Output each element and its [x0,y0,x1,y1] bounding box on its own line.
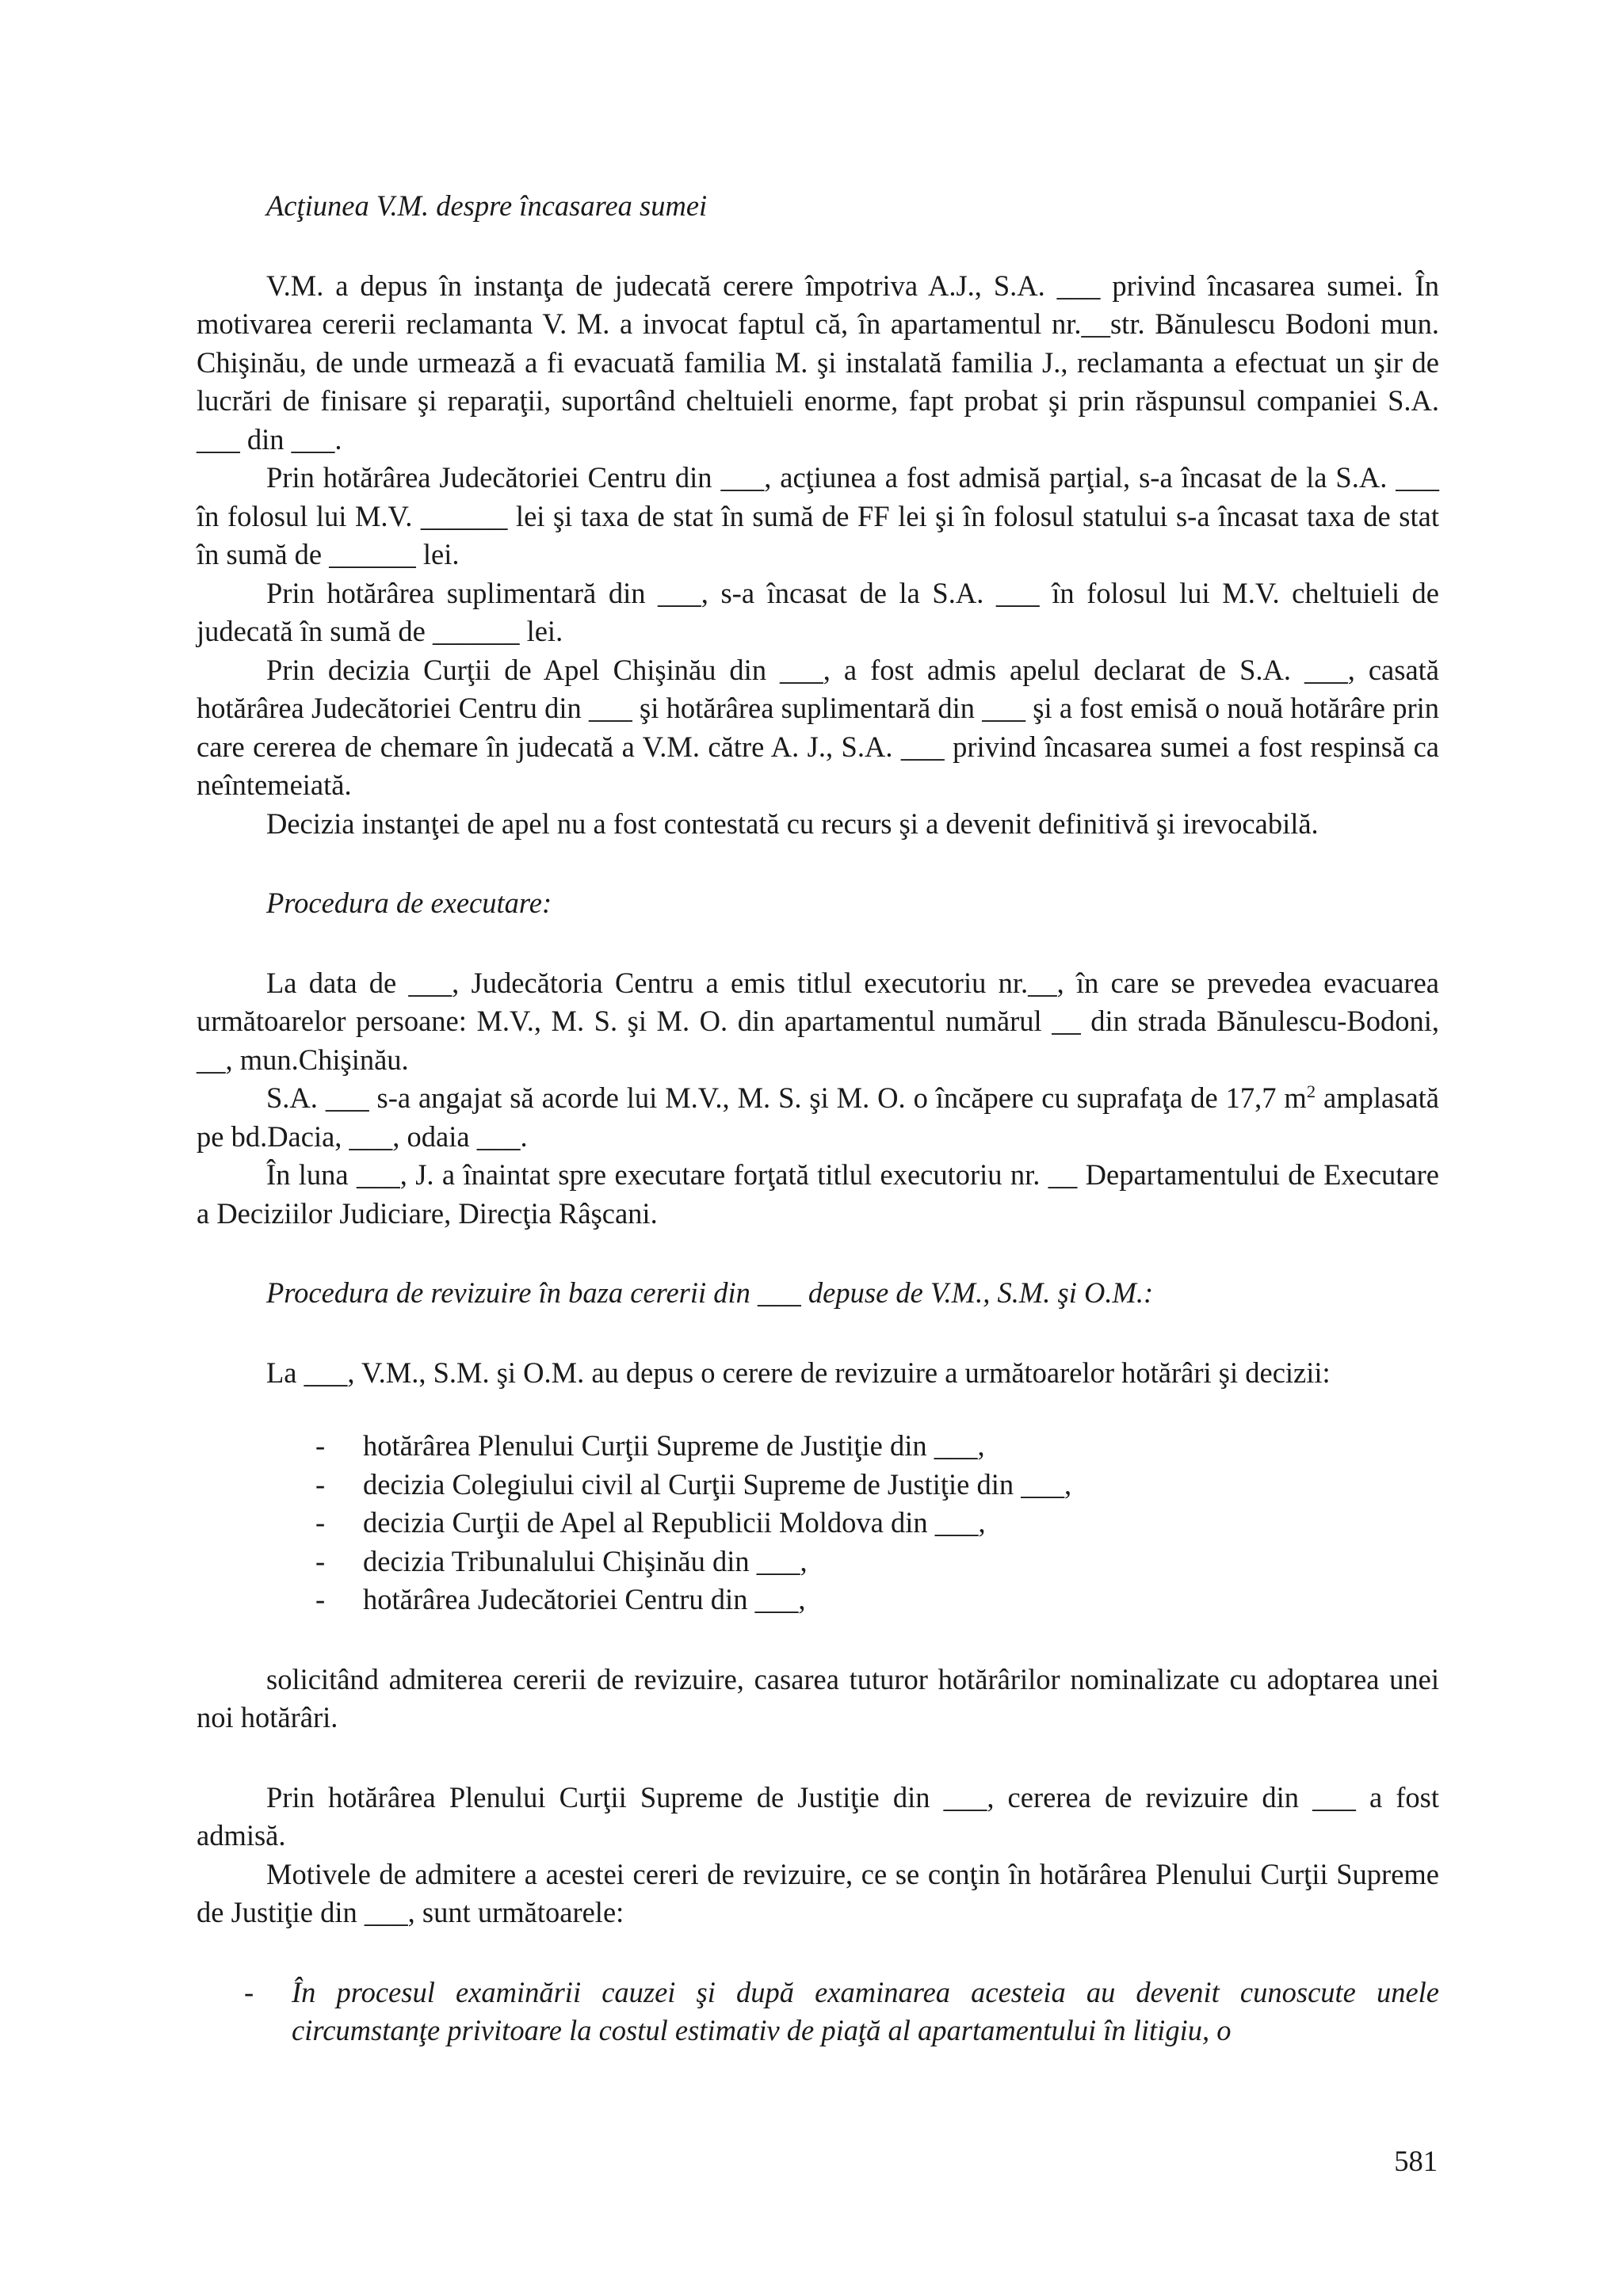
italic-list-item: - În procesul examinării cauzei şi după examinarea acesteia au devenit cunoscute unele circumstanţe privitoare la costul estimativ de piaţă al apartamentului în litigiu, o [244,1975,1439,2046]
paragraph: V.M. a depus în instanţa de judecată cerere împotriva A.J., S.A. ___ privind încasarea sumei. În motivarea cererii reclamanta V. M. a invocat faptul că, în apartamentul nr.__str. Bănulescu Bodoni mun. Chişinău, de unde urmează a fi evacuată familia M. şi instalată familia J., reclamanta a efectuat un şir de lucrări de finisare şi reparaţii, suportând cheltuieli enorme, fapt probat şi prin răspunsul companiei S.A. ___ din ___. [197,269,1439,456]
section-title-action: Acţiunea V.M. despre încasarea sumei [266,189,708,222]
section-title-execution: Procedura de executare: [266,887,552,919]
document-body [197,187,1439,2050]
paragraph: Prin hotărârea Judecătoriei Centru din ___, acţiunea a fost admisă parţial, s-a încasat de la S.A. ___ în folosul lui M.V. ______ lei şi taxa de stat în sumă de FF lei şi în folosul statului s-a încasat taxa de stat în sumă de ______ lei. [197,461,1439,570]
paragraph: La data de ___, Judecătoria Centru a emis titlul executoriu nr.__, în care se prevedea evacuarea următoarelor persoane: M.V., M. S. şi M. O. din apartamentul numărul __ din strada Bănulescu-Bodoni, __, mun.Chişinău. [197,966,1439,1076]
paragraph: La ___, V.M., S.M. şi O.M. au depus o cerere de revizuire a următoarelor hotărâri şi decizii: [266,1356,1331,1389]
section-title-revision: Procedura de revizuire în baza cererii din ___ depuse de V.M., S.M. şi O.M.: [266,1276,1154,1309]
paragraph: Motivele de admitere a acestei cereri de revizuire, ce se conţin în hotărârea Plenului Curţii Supreme de Justiţie din ___, sunt următoarele: [197,1857,1439,1928]
list-item: - hotărârea Plenului Curţii Supreme de Justiţie din ___, [315,1429,985,1462]
paragraph: S.A. ___ s-a angajat să acorde lui M.V., M. S. şi M. O. o încăpere cu suprafaţa de 17,7 $m^2$ amplasată pe bd.Dacia, ___, odaia ___. [197,1081,1439,1153]
paragraph: Prin hotărârea Plenului Curţii Supreme de Justiţie din ___, cererea de revizuire din ___ a fost admisă. [197,1780,1439,1852]
page-number: 581 [1394,2145,1438,2177]
paragraph: Prin decizia Curţii de Apel Chişinău din ___, a fost admis apelul declarat de S.A. ___, casată hotărârea Judecătoriei Centru din ___ şi hotărârea suplimentară din ___ şi a fost emisă o nouă hotărâre prin care cererea de chemare în judecată a V.M. către A. J., S.A. ___ privind încasarea sumei a fost respinsă ca neîntemeiată. [197,653,1439,801]
paragraph: Prin hotărârea suplimentară din ___, s-a încasat de la S.A. ___ în folosul lui M.V. cheltuieli de judecată în sumă de ______ lei. [197,576,1439,647]
decisions-list [197,1427,1439,1619]
list-item: - decizia Colegiului civil al Curţii Supreme de Justiţie din ___, [315,1467,1072,1501]
list-item: - decizia Tribunalului Chişinău din ___, [315,1544,808,1577]
list-item: - hotărârea Judecătoriei Centru din ___, [315,1583,806,1615]
list-item: - decizia Curţii de Apel al Republicii Moldova din ___, [315,1506,986,1539]
paragraph: Decizia instanţei de apel nu a fost contestată cu recurs şi a devenit definitivă şi irevocabilă. [266,807,1319,840]
paragraph: solicitând admiterea cererii de revizuire, casarea tuturor hotărârilor nominalizate cu adoptarea unei noi hotărâri. [197,1662,1439,1733]
paragraph: În luna ___, J. a înaintat spre executare forţată titlul executoriu nr. __ Departamentului de Executare a Deciziilor Judiciare, Direcţia Râşcani. [197,1158,1439,1230]
